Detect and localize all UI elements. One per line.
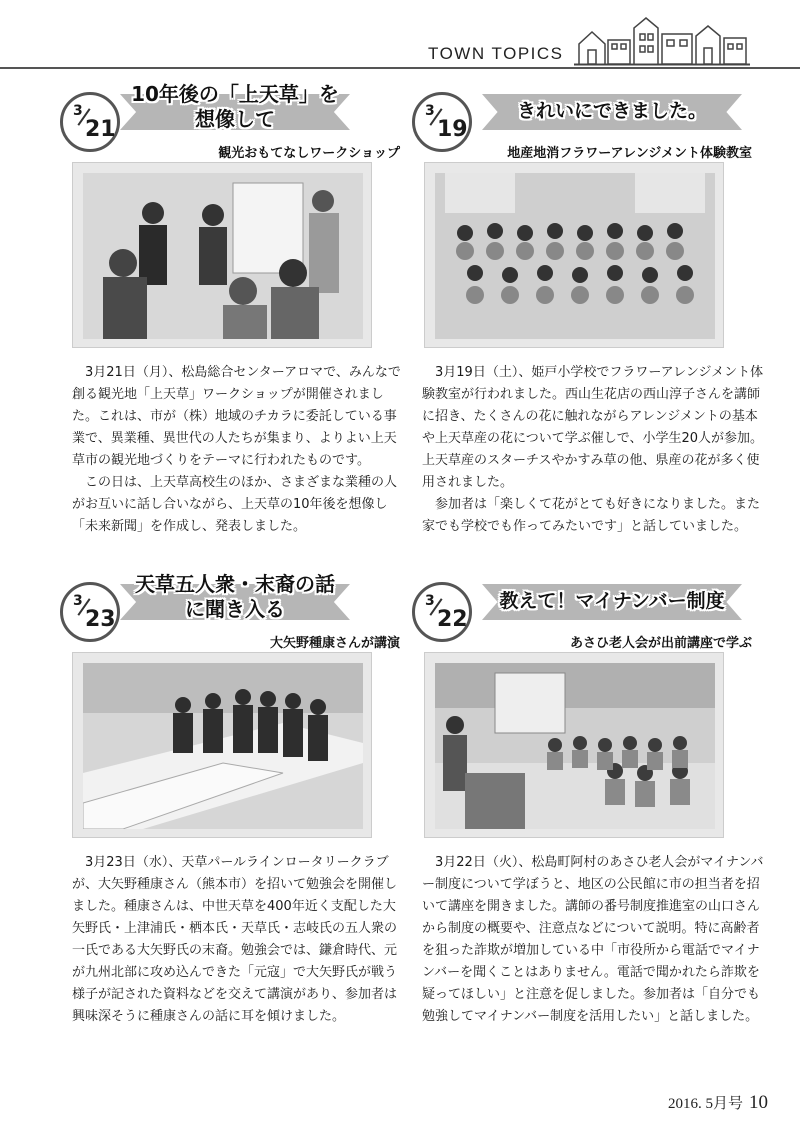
date-badge: 3 21	[60, 92, 120, 152]
date-badge: 3 19	[412, 92, 472, 152]
article-mynumber	[412, 570, 772, 1040]
article-photo	[424, 652, 724, 838]
town-houses-icon	[574, 16, 750, 66]
page-number: 10	[749, 1092, 768, 1113]
header-divider	[0, 67, 800, 69]
article-photo	[72, 652, 372, 838]
article-title: 天草五人衆・末裔の話 に聞き入る	[135, 572, 335, 621]
article-title: 教えて！マイナンバー制度	[499, 590, 725, 612]
page-footer	[668, 1092, 768, 1114]
date-badge: 3 22	[412, 582, 472, 642]
article-title: きれいにできました。	[516, 100, 707, 122]
article-lecture	[40, 570, 400, 1040]
article-subtitle: 地産地消フラワーアレンジメント体験教室	[507, 146, 752, 161]
article-body: 3月19日（土）、姫戸小学校でフラワーアレンジメント体験教室が行われました。西山生花店の西山淳子さんを講師に招き、たくさんの花に触れながらアレンジメントの基本や上天草産の花について学ぶ催しで、小学生20人が参加。上天草産のスターチスやかすみ草の他、県産の花が多く使用されました。 参加者は「楽しくて花がとても好きになりました。また家でも学校でも作ってみたいです」と話していました。	[422, 365, 764, 534]
article-body: 3月22日（火）、松島町阿村のあさひ老人会がマイナンバー制度について学ぼうと、地区の公民館に市の担当者を招いて講座を開きました。講師の番号制度推進室の山口さんから制度の概要や、注意点などについて説明。特に高齢者を狙った詐欺が増加している中「市役所から電話でマイナンバーを聞くことはありません。電話で聞かれたら詐欺を疑ってほしい」と注意を促しました。参加者は「自分でも勉強してマイナンバー制度を活用したい」と話しました。	[422, 855, 764, 1024]
issue-label: 2016. 5月号	[667, 1096, 743, 1112]
article-title: 10年後の「上天草」を 想像して	[131, 82, 339, 131]
article-flower	[412, 80, 772, 550]
article-photo	[72, 162, 372, 348]
date-badge: 3 23	[60, 582, 120, 642]
article-body: 3月23日（水）、天草パールラインロータリークラブが、大矢野種康さん（熊本市）を招いて勉強会を開催しました。種康さんは、中世天草を400年近く支配した大矢野氏・上津浦氏・栖本氏・天草氏・志岐氏の五人衆の一氏である大矢野氏の末裔。勉強会では、鎌倉時代、元が九州北部に攻め込んできた「元寇」で大矢野氏が戦う様子が記された資料などを交えて講演があり、参加者は興味深そうに種康さんの話に耳を傾けました。	[72, 855, 398, 1024]
article-subtitle: 大矢野種康さんが講演	[269, 636, 400, 651]
article-subtitle: あさひ老人会が出前講座で学ぶ	[569, 636, 752, 651]
article-workshop	[40, 80, 400, 550]
article-photo	[424, 162, 724, 348]
article-subtitle: 観光おもてなしワークショップ	[218, 146, 400, 161]
section-title: TOWN TOPICS	[428, 44, 564, 63]
article-body: 3月21日（月）、松島総合センターアロマで、みんなで創る観光地「上天草」ワークショップが開催されました。これは、市が（株）地域のチカラに委託している事業で、異業種、異世代の人たちが集まり、よりよい上天草市の観光地づくりをテーマに行われたものです。 この日は、上天草高校生のほか、さまざまな業種の人がお互いに話し合いながら、上天草の10年後を想像し「未来新聞」を作成し、発表しました。	[72, 365, 401, 534]
